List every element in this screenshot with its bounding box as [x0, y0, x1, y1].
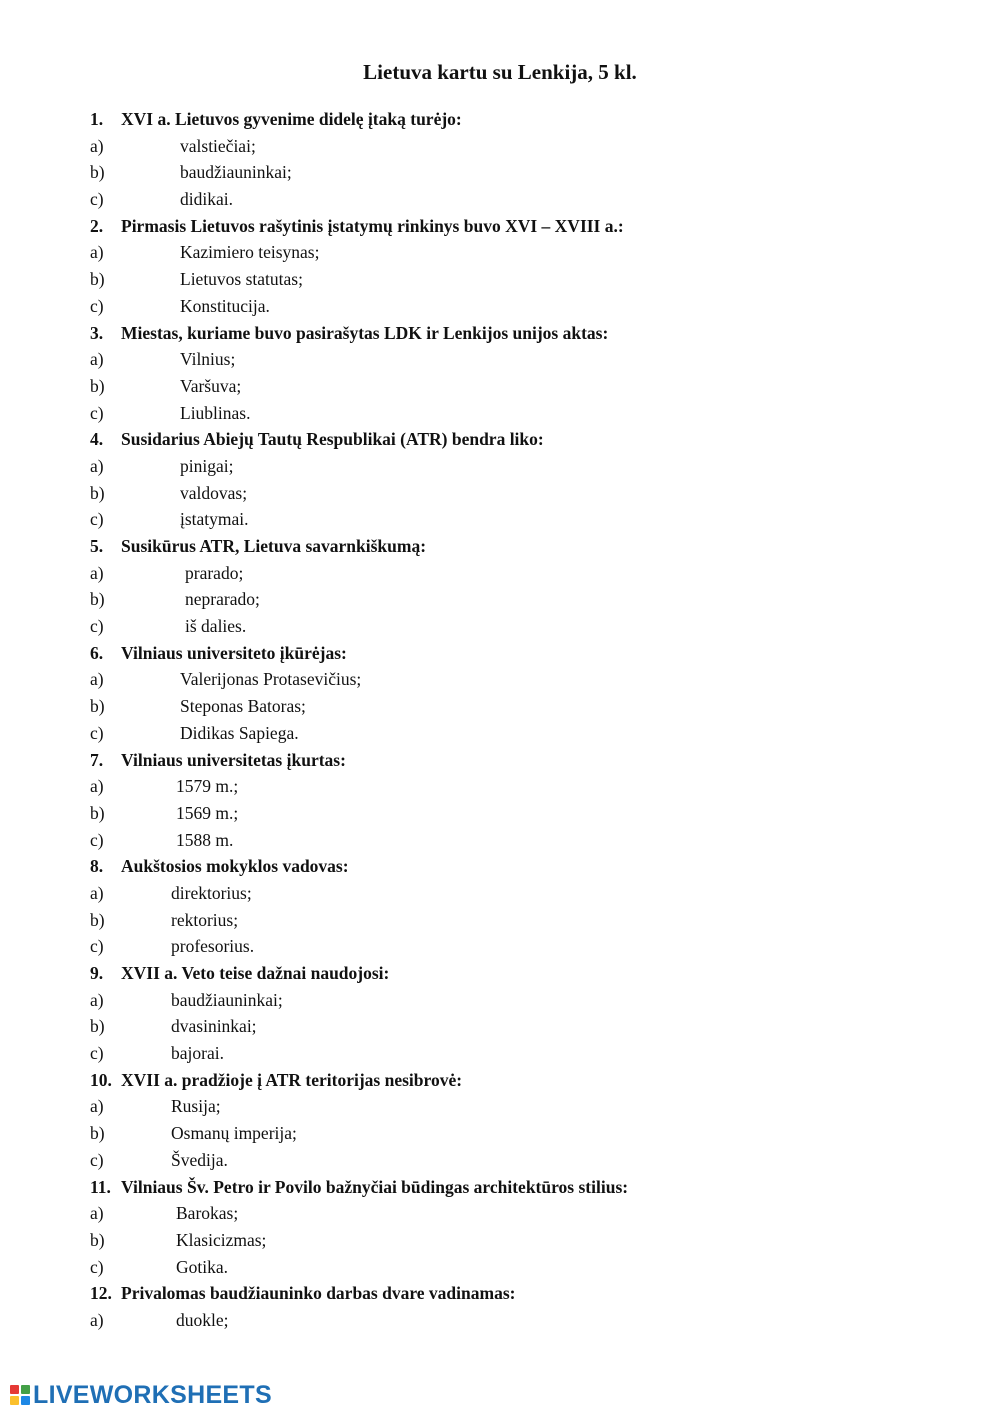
question: [90, 747, 950, 774]
question-number: 12.: [90, 1283, 112, 1304]
option-letter: a): [90, 882, 104, 903]
answer-option: [90, 693, 950, 720]
answer-option: [90, 560, 950, 587]
option-letter: b): [90, 1229, 105, 1250]
option-letter: b): [90, 909, 105, 930]
option-letter: a): [90, 989, 104, 1010]
answer-option: [90, 987, 950, 1014]
option-text: 1569 m.;: [176, 802, 239, 823]
question-text: Vilniaus universiteto įkūrėjas:: [121, 642, 347, 663]
question: [90, 1174, 950, 1201]
option-letter: c): [90, 616, 104, 637]
question-text: Aukštosios mokyklos vadovas:: [121, 856, 349, 877]
option-text: Gotika.: [176, 1256, 229, 1277]
option-letter: a): [90, 349, 104, 370]
option-text: valstiečiai;: [180, 135, 256, 156]
logo-square: [21, 1396, 30, 1405]
option-letter: b): [90, 589, 105, 610]
option-text: valdovas;: [180, 482, 248, 503]
question: [90, 426, 950, 453]
option-text: Liublinas.: [180, 402, 251, 423]
answer-option: [90, 159, 950, 186]
question: [90, 213, 950, 240]
option-text: Rusija;: [171, 1096, 221, 1117]
option-text: rektorius;: [171, 909, 239, 930]
question-text: Susikūrus ATR, Lietuva savarnkiškumą:: [121, 536, 427, 556]
answer-option: [90, 1040, 950, 1067]
option-letter: c): [90, 722, 104, 743]
question: [90, 533, 950, 560]
option-letter: a): [90, 135, 104, 156]
option-letter: a): [90, 669, 104, 690]
option-text: duokle;: [176, 1309, 229, 1330]
question-number: 9.: [90, 963, 104, 983]
option-text: Valerijonas Protasevičius;: [180, 669, 362, 690]
answer-option: [90, 266, 950, 293]
option-letter: a): [90, 1203, 104, 1224]
option-text: baudžiauninkai;: [171, 989, 283, 1010]
logo-square: [10, 1396, 19, 1405]
question-text: Pirmasis Lietuvos rašytinis įstatymų rinkinys buvo XVI – XVIII a.:: [121, 215, 624, 236]
question: [90, 106, 950, 133]
answer-option: [90, 239, 950, 266]
option-text: Švedija.: [171, 1149, 228, 1170]
logo-square: [21, 1385, 30, 1394]
option-letter: b): [90, 802, 105, 823]
question: [90, 1280, 950, 1307]
answer-option: [90, 1227, 950, 1254]
answer-option: [90, 186, 950, 213]
answer-option: [90, 773, 950, 800]
question-number: 4.: [90, 429, 104, 450]
option-letter: c): [90, 402, 104, 423]
option-letter: c): [90, 936, 104, 957]
option-letter: a): [90, 1096, 104, 1117]
answer-option: [90, 1147, 950, 1174]
option-letter: c): [90, 295, 104, 316]
option-text: neprarado;: [185, 589, 260, 610]
option-letter: b): [90, 375, 105, 396]
question-text: XVII a. Veto teise dažnai naudojosi:: [121, 963, 390, 983]
answer-option: [90, 506, 950, 533]
question: [90, 960, 950, 987]
question-text: Susidarius Abiejų Tautų Respublikai (ATR) bendra liko:: [121, 429, 544, 450]
option-text: 1579 m.;: [176, 776, 239, 797]
question-number: 5.: [90, 536, 104, 556]
option-letter: a): [90, 776, 104, 797]
option-letter: a): [90, 242, 104, 263]
page-title: Lietuva kartu su Lenkija, 5 kl.: [363, 60, 637, 84]
answer-option: [90, 453, 950, 480]
answer-option: [90, 880, 950, 907]
question: [90, 1067, 950, 1094]
option-letter: b): [90, 1016, 105, 1037]
answer-option: [90, 800, 950, 827]
option-text: profesorius.: [171, 936, 255, 957]
option-letter: b): [90, 482, 105, 503]
answer-option: [90, 907, 950, 934]
option-letter: a): [90, 562, 104, 583]
option-text: Konstitucija.: [180, 295, 270, 316]
question: [90, 640, 950, 667]
option-text: baudžiauninkai;: [180, 162, 292, 183]
footer-logo: [10, 1380, 272, 1410]
option-letter: c): [90, 1256, 104, 1277]
option-letter: a): [90, 1309, 104, 1330]
answer-option: [90, 1307, 950, 1334]
question-number: 2.: [90, 215, 104, 236]
answer-option: [90, 720, 950, 747]
option-text: didikai.: [180, 189, 233, 210]
option-letter: c): [90, 1149, 104, 1170]
question-number: 7.: [90, 749, 104, 770]
answer-option: [90, 293, 950, 320]
option-text: Lietuvos statutas;: [180, 269, 303, 290]
option-letter: c): [90, 189, 104, 210]
option-text: prarado;: [185, 562, 244, 583]
answer-option: [90, 400, 950, 427]
question-text: Vilniaus Šv. Petro ir Povilo bažnyčiai būdingas architektūros stilius:: [121, 1176, 629, 1197]
answer-option: [90, 1120, 950, 1147]
option-letter: c): [90, 509, 104, 530]
question-text: Privalomas baudžiauninko darbas dvare vadinamas:: [121, 1283, 516, 1304]
question-number: 10.: [90, 1069, 112, 1090]
option-text: Didikas Sapiega.: [180, 722, 299, 743]
answer-option: [90, 1093, 950, 1120]
question-number: 3.: [90, 322, 104, 343]
option-text: direktorius;: [171, 882, 252, 903]
option-text: Barokas;: [176, 1203, 239, 1224]
question-text: Miestas, kuriame buvo pasirašytas LDK ir Lenkijos unijos aktas:: [121, 322, 609, 343]
logo-square: [10, 1385, 19, 1394]
question-number: 8.: [90, 856, 104, 877]
option-text: Osmanų imperija;: [171, 1123, 297, 1144]
answer-option: [90, 666, 950, 693]
option-text: Vilnius;: [180, 349, 236, 370]
answer-option: [90, 933, 950, 960]
answer-option: [90, 1200, 950, 1227]
option-text: Kazimiero teisynas;: [180, 242, 320, 263]
option-letter: c): [90, 1043, 104, 1064]
option-text: 1588 m.: [176, 829, 234, 850]
option-text: dvasininkai;: [171, 1016, 257, 1037]
logo-text: LIVEWORKSHEETS: [33, 1380, 272, 1409]
answer-option: [90, 346, 950, 373]
option-letter: a): [90, 455, 104, 476]
answer-option: [90, 1254, 950, 1281]
option-text: iš dalies.: [185, 616, 247, 637]
option-letter: c): [90, 829, 104, 850]
answer-option: [90, 480, 950, 507]
question-text: Vilniaus universitetas įkurtas:: [121, 749, 346, 770]
question-number: 1.: [90, 109, 104, 129]
question-text: XVII a. pradžioje į ATR teritorijas nesibrovė:: [121, 1069, 463, 1090]
option-text: Klasicizmas;: [176, 1229, 267, 1250]
question-number: 6.: [90, 642, 104, 663]
question-text: XVI a. Lietuvos gyvenime didelę įtaką turėjo:: [121, 109, 462, 129]
option-letter: b): [90, 162, 105, 183]
option-text: bajorai.: [171, 1043, 224, 1064]
question: [90, 853, 950, 880]
answer-option: [90, 133, 950, 160]
question: [90, 320, 950, 347]
option-text: Varšuva;: [180, 375, 242, 396]
logo-squares-icon: [10, 1385, 30, 1405]
option-text: pinigai;: [180, 455, 234, 476]
answer-option: [90, 373, 950, 400]
quiz-questions: [90, 106, 950, 1334]
answer-option: [90, 827, 950, 854]
option-text: įstatymai.: [180, 509, 249, 530]
option-letter: b): [90, 696, 105, 717]
answer-option: [90, 613, 950, 640]
answer-option: [90, 586, 950, 613]
question-number: 11.: [90, 1176, 111, 1197]
option-text: Steponas Batoras;: [180, 696, 306, 717]
option-letter: b): [90, 269, 105, 290]
option-letter: b): [90, 1123, 105, 1144]
answer-option: [90, 1013, 950, 1040]
